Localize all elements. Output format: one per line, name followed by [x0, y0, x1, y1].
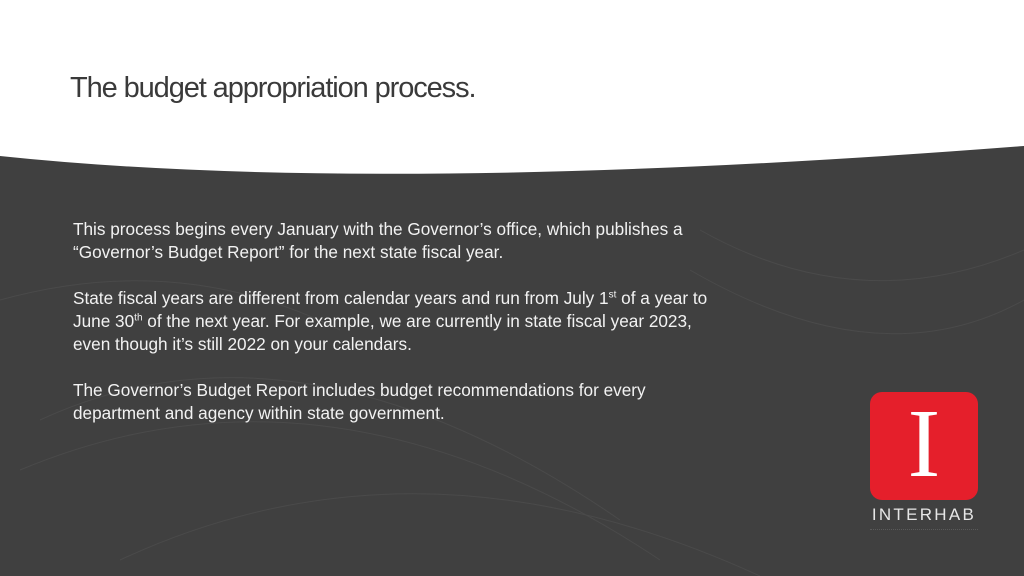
paragraph-budget-report: The Governor’s Budget Report includes budget recommendations for every department and agency within state government.: [73, 380, 646, 423]
fiscal-text-part-3: of the next year. For example, we are currently in state fiscal year 2023, even though it’s still 2022 on your calendars.: [73, 311, 692, 354]
page-title: The budget appropriation process.: [70, 72, 476, 104]
logo-red-square: [870, 392, 978, 500]
body-content: [73, 218, 713, 448]
fiscal-text-part-1: State fiscal years are different from calendar years and run from July 1: [73, 288, 609, 308]
superscript-th: th: [134, 312, 143, 324]
interhab-logo: [866, 392, 982, 542]
superscript-st: st: [608, 289, 617, 301]
paragraph-fiscal-years: [73, 287, 713, 356]
logo-letter: I: [907, 390, 941, 498]
logo-wordmark: INTERHAB: [871, 505, 977, 524]
paragraph-governor-office: This process begins every January with the Governor’s office, which publishes a “Governor’s Budget Report” for the next state fiscal year.: [73, 219, 683, 262]
fiscal-text-part-2: of a year to June 30: [73, 288, 708, 331]
logo-tagline-line: [870, 529, 978, 533]
